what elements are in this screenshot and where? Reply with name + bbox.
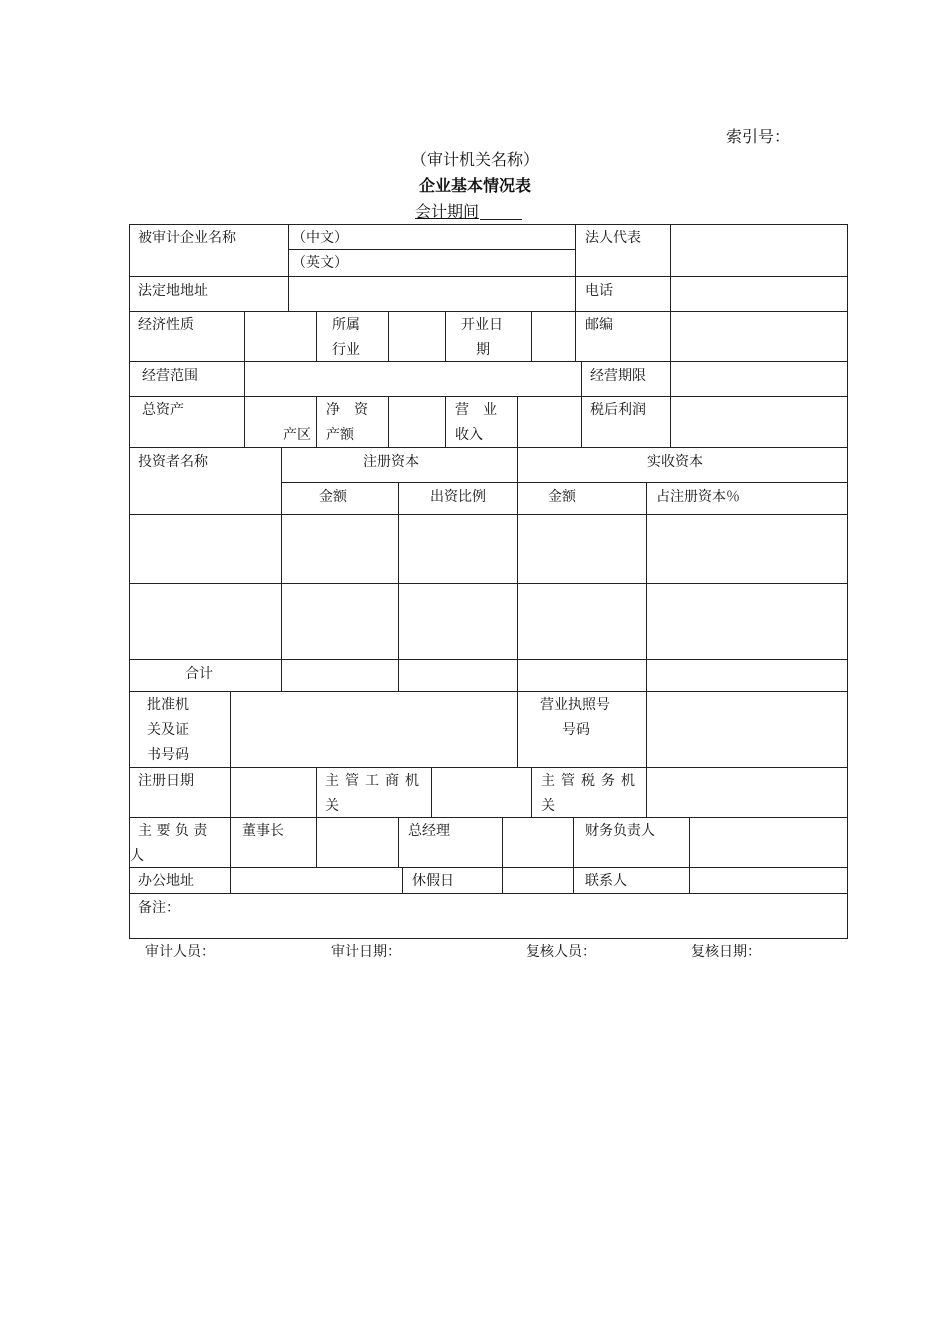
grid-line bbox=[517, 396, 518, 447]
grid-line bbox=[581, 361, 582, 396]
chairman-label: 董事长 bbox=[242, 823, 284, 839]
legal-rep-label: 法人代表 bbox=[585, 230, 641, 246]
approval-label-line1: 批准机 bbox=[147, 697, 189, 713]
paid-amount-label: 金额 bbox=[548, 489, 576, 505]
table-border-bottom bbox=[129, 938, 848, 939]
paid-capital-label: 实收资本 bbox=[647, 454, 703, 470]
grid-line bbox=[129, 659, 848, 660]
aic-label-line1: 主管工商机 bbox=[325, 773, 425, 789]
office-address-label: 办公地址 bbox=[138, 873, 194, 889]
license-label-line2: 号码 bbox=[562, 722, 590, 738]
gm-label: 总经理 bbox=[408, 823, 450, 839]
cfo-label: 财务负责人 bbox=[585, 823, 655, 839]
tax-label-line2: 关 bbox=[541, 798, 555, 814]
net-assets-label-line2: 产额 bbox=[326, 427, 354, 443]
grid-line bbox=[281, 447, 282, 691]
capital-ratio-label: 出资比例 bbox=[430, 489, 486, 505]
grid-line bbox=[502, 817, 503, 893]
registered-amount-label: 金额 bbox=[319, 489, 347, 505]
index-number-label: 索引号： bbox=[726, 127, 791, 146]
net-assets-label-line1: 净 资 bbox=[326, 402, 368, 418]
revenue-label-line2: 收入 bbox=[455, 427, 483, 443]
open-date-label-line1: 开业日 bbox=[461, 317, 503, 333]
grid-line bbox=[129, 767, 848, 768]
industry-label-line2: 行业 bbox=[332, 342, 360, 358]
grid-line bbox=[129, 396, 848, 397]
economic-nature-label: 经济性质 bbox=[138, 317, 194, 333]
grid-line bbox=[670, 396, 671, 447]
grid-line bbox=[646, 767, 647, 817]
english-name-label: （英文） bbox=[292, 255, 348, 271]
grid-line bbox=[531, 311, 532, 361]
table-border-left bbox=[129, 224, 130, 938]
grid-line bbox=[431, 767, 432, 817]
grid-line bbox=[129, 691, 848, 692]
auditor-label: 审计人员： bbox=[145, 944, 215, 960]
holiday-label: 休假日 bbox=[412, 873, 454, 889]
revenue-label-line1: 营 业 bbox=[455, 402, 497, 418]
grid-line bbox=[244, 311, 245, 361]
audit-org-name: （审计机关名称） bbox=[410, 150, 539, 169]
table-border-top bbox=[129, 224, 848, 225]
grid-line bbox=[670, 311, 671, 361]
grid-line bbox=[316, 817, 317, 867]
business-scope-label: 经营范围 bbox=[142, 368, 198, 384]
pct-of-registered-label: 占注册资本％ bbox=[656, 489, 740, 505]
tax-label-line1: 主管税务机 bbox=[541, 773, 641, 789]
phone-label: 电话 bbox=[585, 283, 613, 299]
grid-line bbox=[288, 224, 289, 276]
grid-line bbox=[517, 447, 518, 767]
grid-line bbox=[129, 311, 848, 312]
grid-line bbox=[244, 396, 245, 447]
total-label: 合计 bbox=[185, 666, 213, 682]
grid-line bbox=[573, 817, 574, 893]
grid-line bbox=[129, 447, 848, 448]
total-assets-label: 总资产 bbox=[142, 402, 184, 418]
remarks-label: 备注： bbox=[138, 900, 180, 916]
grid-line bbox=[129, 514, 848, 515]
total-assets-unit: 产区 bbox=[283, 427, 311, 443]
grid-line bbox=[129, 867, 848, 868]
business-term-label: 经营期限 bbox=[590, 368, 646, 384]
reviewer-label: 复核人员： bbox=[526, 944, 596, 960]
industry-label-line1: 所属 bbox=[332, 317, 360, 333]
page-title: 企业基本情况表 bbox=[418, 176, 531, 195]
grid-line bbox=[670, 361, 671, 396]
enterprise-name-label: 被审计企业名称 bbox=[138, 230, 236, 246]
grid-line bbox=[581, 396, 582, 447]
grid-line bbox=[281, 482, 848, 483]
grid-line bbox=[670, 224, 671, 276]
table-border-right bbox=[847, 224, 848, 938]
accounting-period-blank bbox=[480, 219, 522, 220]
grid-line bbox=[230, 767, 231, 817]
grid-line bbox=[129, 583, 848, 584]
grid-line bbox=[445, 396, 446, 447]
principal-label-line1: 主 要 负 责 bbox=[138, 823, 208, 839]
grid-line bbox=[575, 276, 576, 311]
grid-line bbox=[288, 276, 289, 311]
postcode-label: 邮编 bbox=[585, 317, 613, 333]
accounting-period-label: 会计期间 bbox=[415, 202, 480, 221]
grid-line bbox=[230, 867, 231, 893]
grid-line bbox=[531, 767, 532, 817]
grid-line bbox=[445, 311, 446, 361]
grid-line bbox=[388, 311, 389, 361]
grid-line bbox=[689, 817, 690, 893]
grid-line bbox=[670, 276, 671, 311]
grid-line bbox=[230, 691, 231, 767]
open-date-label-line2: 期 bbox=[476, 342, 490, 358]
grid-line bbox=[129, 893, 848, 894]
principal-label-line2: 人 bbox=[130, 848, 144, 864]
grid-line bbox=[244, 361, 245, 396]
net-profit-label: 税后利润 bbox=[590, 402, 646, 418]
investor-name-label: 投资者名称 bbox=[138, 454, 208, 470]
contact-label: 联系人 bbox=[585, 873, 627, 889]
audit-date-label: 审计日期： bbox=[331, 944, 401, 960]
registered-capital-label: 注册资本 bbox=[363, 454, 419, 470]
grid-line bbox=[230, 817, 231, 867]
grid-line bbox=[388, 396, 389, 447]
grid-line bbox=[316, 767, 317, 817]
grid-line bbox=[646, 482, 647, 767]
grid-line bbox=[402, 867, 403, 893]
aic-label-line2: 关 bbox=[325, 798, 339, 814]
approval-label-line3: 书号码 bbox=[147, 747, 189, 763]
review-date-label: 复核日期： bbox=[691, 944, 761, 960]
grid-line bbox=[575, 224, 576, 276]
grid-line bbox=[398, 817, 399, 867]
approval-label-line2: 关及证 bbox=[147, 722, 189, 738]
reg-date-label: 注册日期 bbox=[138, 773, 194, 789]
grid-line bbox=[316, 396, 317, 447]
legal-address-label: 法定地地址 bbox=[138, 283, 208, 299]
license-label-line1: 营业执照号 bbox=[540, 697, 610, 713]
grid-line bbox=[129, 817, 848, 818]
grid-line bbox=[316, 311, 317, 361]
grid-line bbox=[575, 311, 576, 361]
grid-line bbox=[129, 276, 848, 277]
chinese-name-label: （中文） bbox=[292, 230, 348, 246]
